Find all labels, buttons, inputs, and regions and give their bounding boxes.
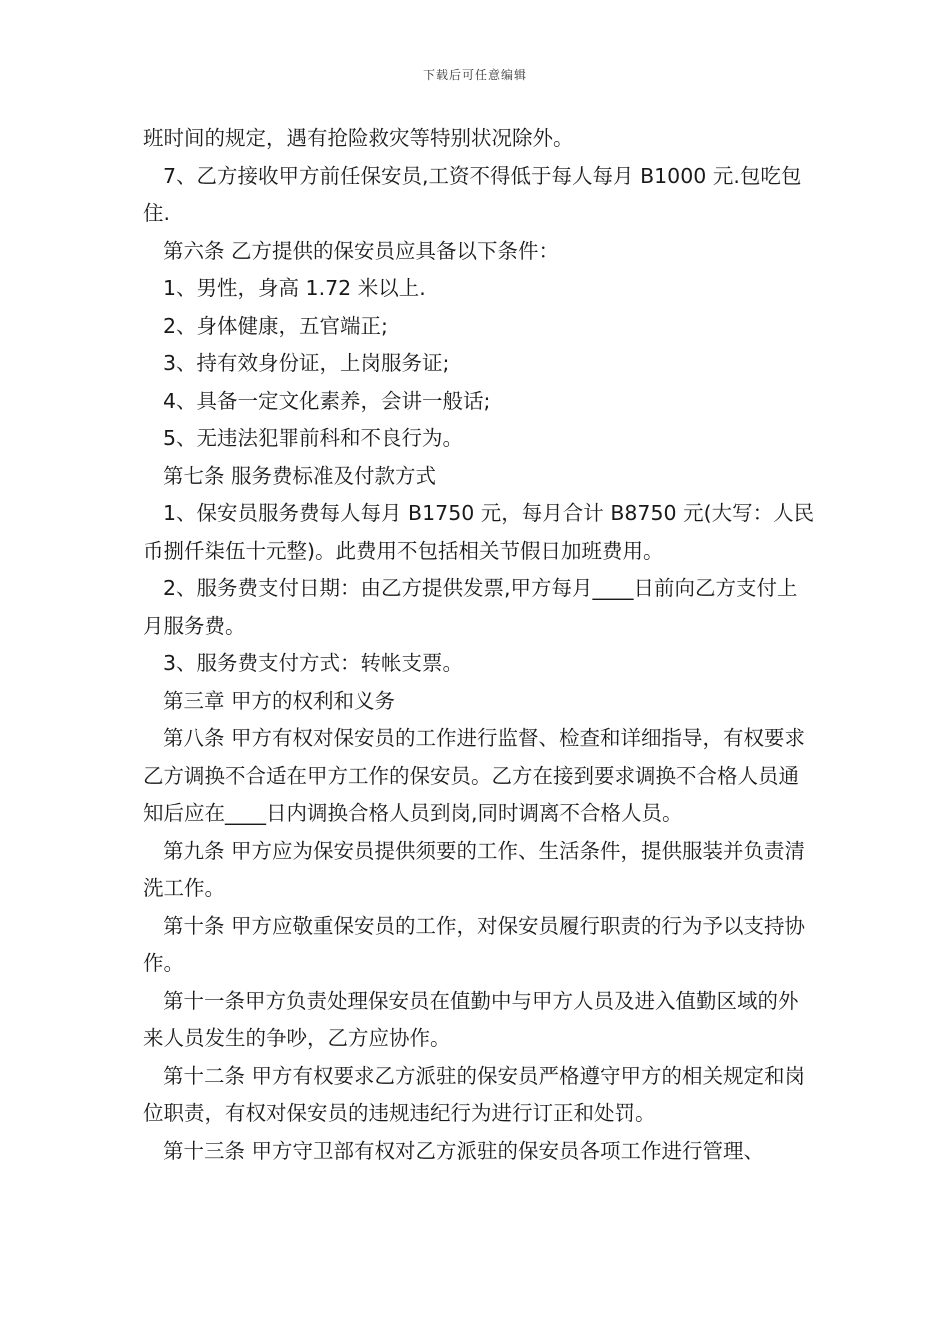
paragraph: 1、男性，身高 1.72 米以上. [163,276,426,300]
paragraph: 4、具备一定文化素养，会讲一般话; [163,388,491,413]
paragraph: 第十一条甲方负责处理保安员在值勤中与甲方人员及进入值勤区域的外来人员发生的争吵，乙方应协作。 [143,988,799,1050]
paragraph: 第十条 甲方应敬重保安员的工作，对保安员履行职责的行为予以支持协作。 [143,913,806,975]
paragraph: 1、保安员服务费每人每月 B1750 元，每月合计 B8750 元(大写：人民币捌仟柒伍十元整)。此费用不包括相关节假日加班费用。 [143,501,815,563]
paragraph: 2、身体健康，五官端正; [163,313,388,338]
paragraph: 班时间的规定，遇有抢险救灾等特别状况除外。 [143,126,574,150]
paragraph: 第六条 乙方提供的保安员应具备以下条件： [163,238,560,263]
paragraph: 第十二条 甲方有权要求乙方派驻的保安员严格遵守甲方的相关规定和岗位职责，有权对保安员的违规违纪行为进行订正和处罚。 [143,1063,806,1125]
paragraph: 7、乙方接收甲方前任保安员,工资不得低于每人每月 B1000 元.包吃包住. [143,163,802,225]
paragraph: 2、服务费支付日期：由乙方提供发票,甲方每月____日前向乙方支付上月服务费。 [143,576,798,638]
document-body [143,120,815,1170]
paragraph: 第十三条 甲方守卫部有权对乙方派驻的保安员各项工作进行管理、 [163,1138,765,1163]
paragraph: 第九条 甲方应为保安员提供须要的工作、生活条件，提供服装并负责清洗工作。 [143,838,806,900]
paragraph: 第八条 甲方有权对保安员的工作进行监督、检查和详细指导，有权要求乙方调换不合适在甲方工作的保安员。乙方在接到要求调换不合格人员通知后应在____日内调换合格人员到岗,同时调离不合格人员。 [143,726,806,825]
paragraph: 3、持有效身份证，上岗服务证; [163,351,450,375]
section-heading: 第七条 服务费标准及付款方式 [163,463,437,488]
chapter-heading: 第三章 甲方的权利和义务 [163,688,396,713]
paragraph: 3、服务费支付方式：转帐支票。 [163,651,464,675]
paragraph: 5、无违法犯罪前科和不良行为。 [163,426,464,450]
page-header: 下载后可任意编辑 [422,68,527,82]
